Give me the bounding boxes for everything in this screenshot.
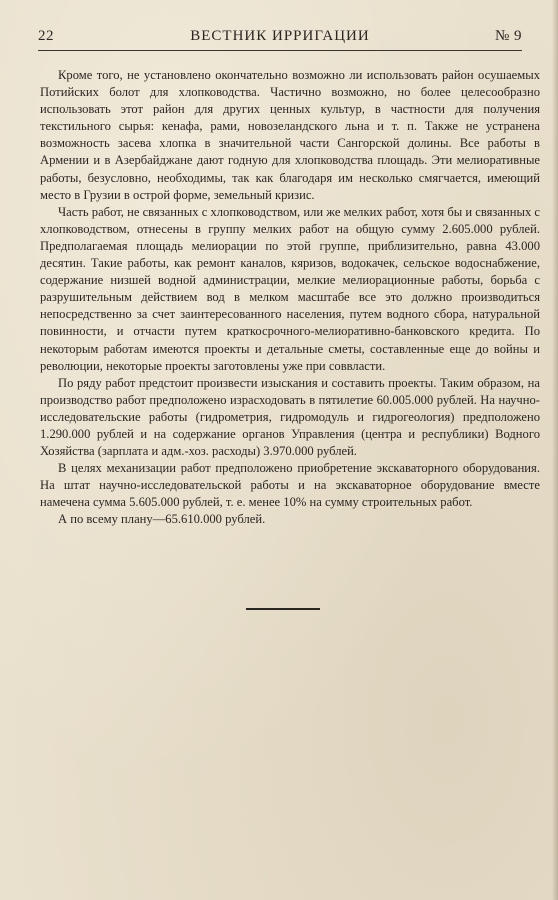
section-end-rule — [246, 608, 320, 610]
journal-title: ВЕСТНИК ИРРИГАЦИИ — [190, 28, 370, 44]
page-header — [38, 28, 522, 50]
paragraph-1: Кроме того, не установлено окончательно возможно ли использовать район осушаемых Потийских болот для хлопководства. Частично возможно, но более целесообразно использовать этот район для других ценных культур, в частности для получения текстильного сырья: кенафа, рами, новозеландского льна и т. п. Также не устранена возможность засева хлопка в значительной части Сангорской долины. Все работы в Армении и в Азербайджане дают годную для хлопководства площадь. Эти мелиоративные работы, безусловно, необходимы, так как благодаря им несколько смягчается, имеющий место в Грузии в острой форме, земельный кризис. — [40, 68, 540, 202]
paragraph-2: Часть работ, не связанных с хлопководством, или же мелких работ, хотя бы и связанных с хлопководством, отнесены в группу мелких работ на общую сумму 2.605.000 рублей. Предполагаемая площадь мелиорации по этой группе, приблизительно, равна 43.000 десятин. Такие работы, как ремонт каналов, кяризов, водокачек, сельское водоснабжение, содержание низшей водной администрации, мелкие мелиорационные работы, борьба с разрушительным действием вод в мелком масштабе все это должно производиться непосредственно за счет заинтересованного населения, путем водного сбора, натуральной повинности, и отчасти путем краткосрочного-мелиоративно-банковского кредита. По некоторым работам имеются проекты и детальные сметы, составленные еще до войны и революции, некоторые проекты заготовлены уже при соввласти. — [40, 204, 540, 373]
article-body — [40, 67, 540, 529]
paragraph-4: В целях механизации работ предположено приобретение экскаваторного оборудования. На штат научно-исследовательской работы и на экскаваторное оборудование вместе намечена сумма 5.605.000 рублей, т. е. менее 10% на сумму строительных работ. — [40, 461, 540, 510]
page-number: 22 — [38, 28, 54, 44]
page-edge-shadow — [552, 0, 558, 900]
paragraph-5: А по всему плану—65.610.000 рублей. — [58, 512, 266, 527]
paragraph-3: По ряду работ предстоит произвести изыскания и составить проекты. Таким образом, на производство работ предположено израсходовать в пятилетие 60.005.000 рублей. На научно-исследовательские работы (гидрометрия, гидромодуль и гидрогеология) предположено 1.290.000 рублей и на содержание органов Управления (центра и республики) Водного Хозяйства (зарплата и адм.-хоз. расходы) 3.970.000 рублей. — [40, 375, 540, 459]
header-rule — [38, 50, 522, 51]
issue-number: № 9 — [494, 28, 522, 44]
